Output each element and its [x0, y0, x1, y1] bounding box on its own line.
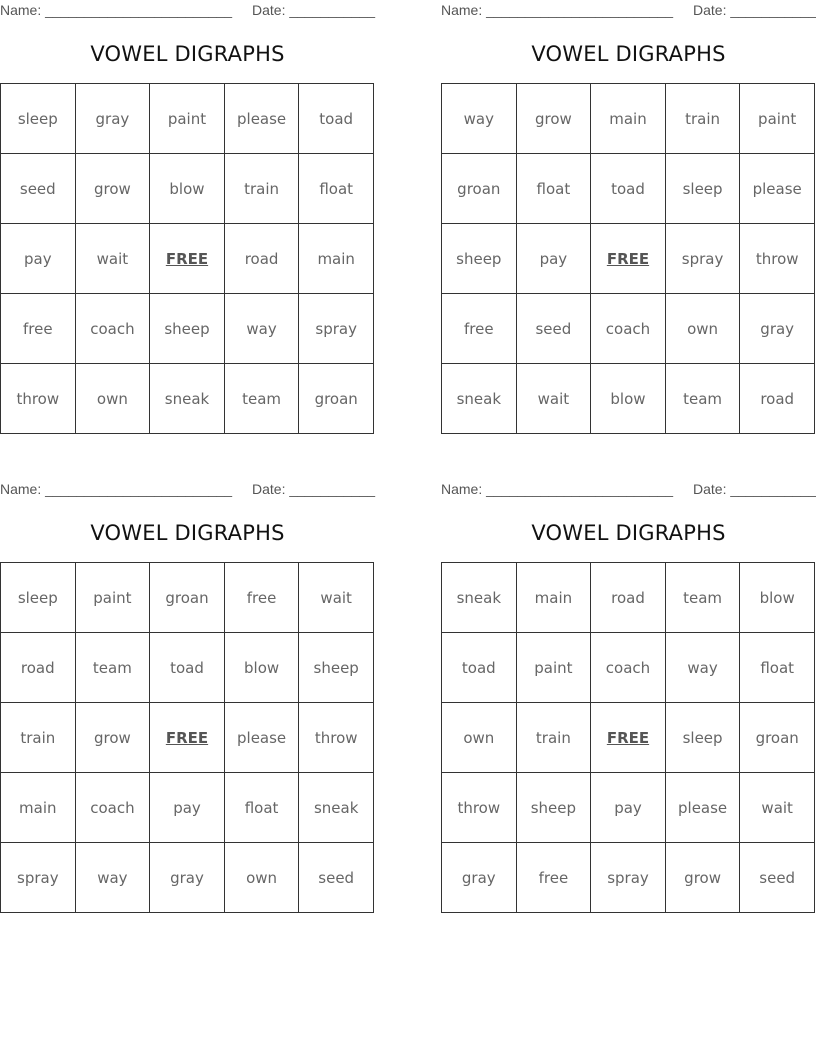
grid-row: [1, 84, 374, 154]
word-cell: way: [442, 84, 517, 154]
word-cell: float: [516, 154, 591, 224]
word-cell: train: [665, 84, 740, 154]
card-meta: [0, 0, 375, 20]
bingo-card-3: [0, 479, 375, 887]
word-cell: sneak: [442, 364, 517, 434]
word-cell: groan: [740, 703, 815, 773]
word-cell: coach: [75, 294, 150, 364]
grid-row: [442, 364, 815, 434]
card-meta: [441, 0, 816, 20]
free-space-cell: FREE: [591, 703, 666, 773]
word-cell: free: [224, 563, 299, 633]
word-cell: grow: [516, 84, 591, 154]
word-cell: road: [740, 364, 815, 434]
word-cell: team: [224, 364, 299, 434]
word-cell: grow: [665, 843, 740, 913]
word-cell: pay: [591, 773, 666, 843]
word-cell: spray: [591, 843, 666, 913]
word-cell: gray: [75, 84, 150, 154]
card-title: VOWEL DIGRAPHS: [531, 521, 726, 545]
word-cell: spray: [299, 294, 374, 364]
word-cell: sleep: [1, 84, 76, 154]
word-cell: free: [442, 294, 517, 364]
bingo-card-2: [441, 0, 816, 408]
word-cell: throw: [1, 364, 76, 434]
word-cell: float: [299, 154, 374, 224]
word-cell: please: [224, 84, 299, 154]
word-cell: toad: [299, 84, 374, 154]
card-meta: [0, 479, 375, 499]
free-space-cell: FREE: [150, 224, 225, 294]
word-cell: grow: [75, 703, 150, 773]
word-cell: train: [1, 703, 76, 773]
word-cell: main: [591, 84, 666, 154]
word-cell: grow: [75, 154, 150, 224]
grid-row: [1, 294, 374, 364]
bingo-grid: [0, 562, 374, 913]
word-cell: paint: [740, 84, 815, 154]
grid-row: [1, 703, 374, 773]
card-title: VOWEL DIGRAPHS: [90, 521, 285, 545]
word-cell: throw: [442, 773, 517, 843]
word-cell: coach: [591, 294, 666, 364]
word-cell: gray: [740, 294, 815, 364]
word-cell: road: [591, 563, 666, 633]
word-cell: main: [516, 563, 591, 633]
date-field: Date: ___________: [693, 481, 816, 497]
grid-row: [442, 633, 815, 703]
word-cell: toad: [591, 154, 666, 224]
word-cell: sheep: [299, 633, 374, 703]
word-cell: way: [75, 843, 150, 913]
word-cell: seed: [299, 843, 374, 913]
grid-row: [442, 224, 815, 294]
word-cell: own: [224, 843, 299, 913]
word-cell: blow: [150, 154, 225, 224]
word-cell: toad: [150, 633, 225, 703]
word-cell: sheep: [150, 294, 225, 364]
name-field: Name: ________________________: [0, 2, 232, 18]
word-cell: train: [516, 703, 591, 773]
word-cell: wait: [740, 773, 815, 843]
word-cell: float: [224, 773, 299, 843]
word-cell: sneak: [150, 364, 225, 434]
word-cell: throw: [299, 703, 374, 773]
word-cell: free: [1, 294, 76, 364]
word-cell: blow: [740, 563, 815, 633]
word-cell: sleep: [665, 703, 740, 773]
bingo-grid: [441, 83, 815, 434]
word-cell: sneak: [442, 563, 517, 633]
grid-row: [442, 843, 815, 913]
word-cell: wait: [75, 224, 150, 294]
free-space-cell: FREE: [591, 224, 666, 294]
word-cell: please: [224, 703, 299, 773]
word-cell: groan: [150, 563, 225, 633]
grid-row: [1, 773, 374, 843]
word-cell: seed: [516, 294, 591, 364]
word-cell: paint: [75, 563, 150, 633]
card-meta: [441, 479, 816, 499]
name-field: Name: ________________________: [441, 2, 673, 18]
word-cell: please: [665, 773, 740, 843]
word-cell: spray: [1, 843, 76, 913]
word-cell: sneak: [299, 773, 374, 843]
word-cell: groan: [299, 364, 374, 434]
bingo-grid: [0, 83, 374, 434]
card-title: VOWEL DIGRAPHS: [90, 42, 285, 66]
word-cell: pay: [1, 224, 76, 294]
word-cell: sheep: [442, 224, 517, 294]
card-title: VOWEL DIGRAPHS: [531, 42, 726, 66]
word-cell: free: [516, 843, 591, 913]
word-cell: road: [1, 633, 76, 703]
word-cell: gray: [442, 843, 517, 913]
grid-row: [442, 84, 815, 154]
grid-row: [1, 154, 374, 224]
date-field: Date: ___________: [252, 481, 375, 497]
word-cell: pay: [516, 224, 591, 294]
word-cell: team: [75, 633, 150, 703]
grid-row: [442, 703, 815, 773]
word-cell: spray: [665, 224, 740, 294]
word-cell: seed: [740, 843, 815, 913]
grid-row: [1, 563, 374, 633]
grid-row: [1, 633, 374, 703]
word-cell: team: [665, 364, 740, 434]
date-field: Date: ___________: [252, 2, 375, 18]
grid-row: [1, 843, 374, 913]
word-cell: own: [665, 294, 740, 364]
word-cell: sheep: [516, 773, 591, 843]
word-cell: gray: [150, 843, 225, 913]
word-cell: way: [665, 633, 740, 703]
word-cell: blow: [224, 633, 299, 703]
word-cell: main: [1, 773, 76, 843]
grid-row: [442, 563, 815, 633]
word-cell: way: [224, 294, 299, 364]
word-cell: coach: [75, 773, 150, 843]
name-field: Name: ________________________: [441, 481, 673, 497]
bingo-grid: [441, 562, 815, 913]
word-cell: please: [740, 154, 815, 224]
word-cell: paint: [150, 84, 225, 154]
word-cell: throw: [740, 224, 815, 294]
word-cell: wait: [299, 563, 374, 633]
word-cell: sleep: [665, 154, 740, 224]
word-cell: main: [299, 224, 374, 294]
grid-row: [442, 294, 815, 364]
free-space-cell: FREE: [150, 703, 225, 773]
grid-row: [442, 154, 815, 224]
word-cell: seed: [1, 154, 76, 224]
grid-row: [1, 364, 374, 434]
word-cell: sleep: [1, 563, 76, 633]
word-cell: groan: [442, 154, 517, 224]
word-cell: wait: [516, 364, 591, 434]
word-cell: coach: [591, 633, 666, 703]
word-cell: own: [75, 364, 150, 434]
word-cell: pay: [150, 773, 225, 843]
grid-row: [1, 224, 374, 294]
word-cell: blow: [591, 364, 666, 434]
word-cell: road: [224, 224, 299, 294]
word-cell: toad: [442, 633, 517, 703]
date-field: Date: ___________: [693, 2, 816, 18]
name-field: Name: ________________________: [0, 481, 232, 497]
bingo-card-4: [441, 479, 816, 887]
word-cell: paint: [516, 633, 591, 703]
word-cell: train: [224, 154, 299, 224]
word-cell: own: [442, 703, 517, 773]
bingo-card-1: [0, 0, 375, 408]
word-cell: float: [740, 633, 815, 703]
grid-row: [442, 773, 815, 843]
word-cell: team: [665, 563, 740, 633]
